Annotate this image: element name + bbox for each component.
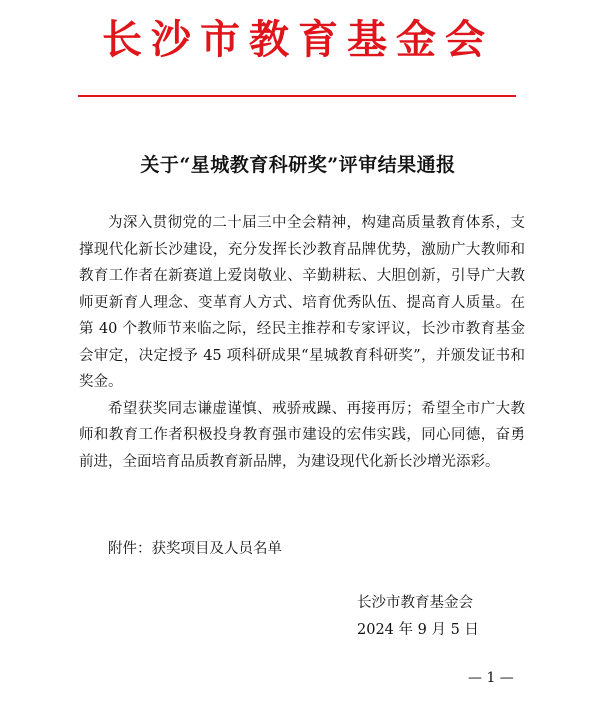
document-body [79,210,525,475]
document-title: 关于“星城教育科研奖”评审结果通报 [140,154,456,176]
body-paragraph-1: 为深入贯彻党的二十届三中全会精神，构建高质量教育体系，支撑现代化新长沙建设，充分发挥长沙教育品牌优势，激励广大教师和教育工作者在新赛道上爱岗敬业、辛勤耕耘、大胆创新，引导广大教师更新育人理念、变革育人方式、培育优秀队伍、提高育人质量。在第 40 个教师节来临之际，经民主推荐和专家评议，长沙市教育基金会审定，决定授予 45 项科研成果“星城教育科研奖”，并颁发证书和奖金。 [79,215,525,390]
page-number: — 1 — [468,670,514,686]
body-paragraph-2: 希望获奖同志谦虚谨慎、戒骄戒躁、再接再厉；希望全市广大教师和教育工作者积极投身教育强市建设的宏伟实践，同心同德，奋勇前进，全面培育品质教育新品牌，为建设现代化新长沙增光添彩。 [79,400,525,470]
organization-masthead: 长沙市教育基金会 [102,16,494,63]
attachment-note: 附件：获奖项目及人员名单 [108,541,282,557]
signer-name: 长沙市教育基金会 [357,595,473,611]
signing-date: 2024 年 9 月 5 日 [357,622,479,638]
red-header-rule [78,95,516,97]
